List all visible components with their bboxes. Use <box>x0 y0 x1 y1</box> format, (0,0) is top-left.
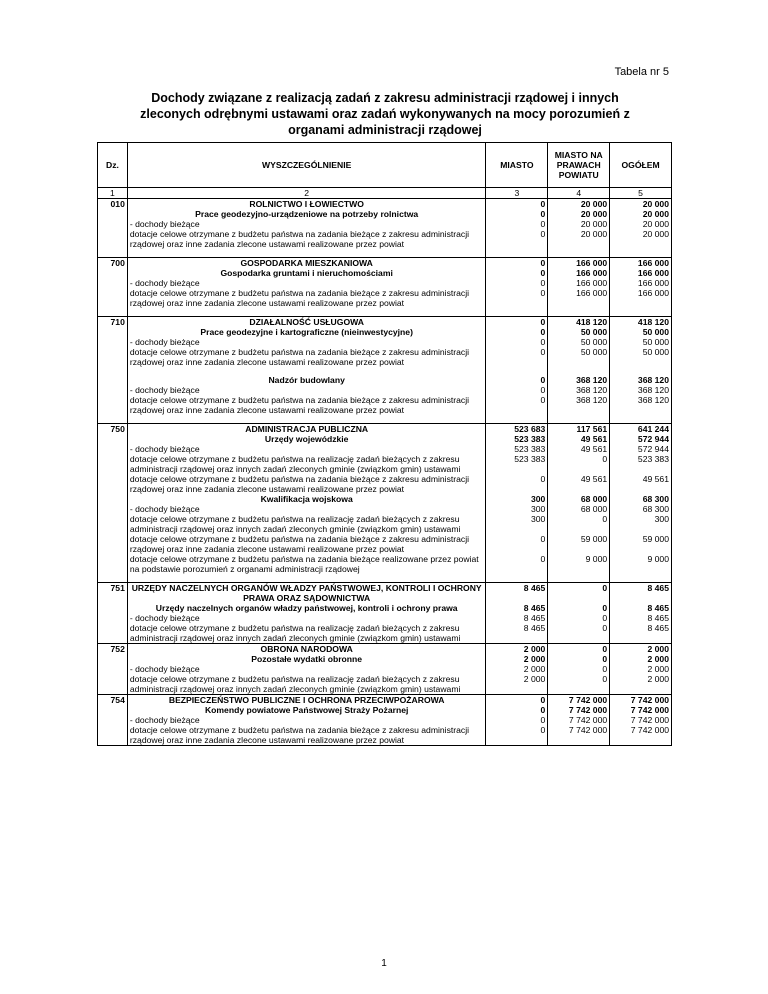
table-row <box>98 654 672 664</box>
table-row <box>98 424 672 435</box>
dz-code <box>98 444 128 454</box>
table-body <box>98 199 672 746</box>
spacer-row <box>98 249 672 258</box>
item-name: dotacje celowe otrzymane z budżetu państwa na zadania bieżące z zakresu administracji rządowej oraz inne zadania zlecone ustawami realizowane przez powiat <box>127 725 486 746</box>
value-miasto: 0 <box>486 385 548 395</box>
table-row <box>98 613 672 623</box>
value-miasto: 0 <box>486 705 548 715</box>
spacer-cell <box>127 574 486 583</box>
value-powiat: 368 120 <box>548 375 610 385</box>
value-powiat: 0 <box>548 664 610 674</box>
dz-code <box>98 268 128 278</box>
spacer-cell <box>610 249 672 258</box>
dz-code <box>98 474 128 494</box>
table-row <box>98 219 672 229</box>
value-ogolem: 8 465 <box>610 603 672 613</box>
dz-code <box>98 288 128 308</box>
value-ogolem: 572 944 <box>610 434 672 444</box>
value-ogolem: 50 000 <box>610 337 672 347</box>
dz-code <box>98 603 128 613</box>
value-ogolem: 418 120 <box>610 317 672 328</box>
dz-code <box>98 385 128 395</box>
value-miasto: 0 <box>486 725 548 746</box>
value-miasto: 8 465 <box>486 583 548 604</box>
value-miasto: 523 383 <box>486 434 548 444</box>
value-powiat: 20 000 <box>548 219 610 229</box>
value-miasto: 8 465 <box>486 623 548 644</box>
dz-code <box>98 454 128 474</box>
spacer-cell <box>610 367 672 375</box>
value-miasto: 0 <box>486 327 548 337</box>
value-ogolem: 166 000 <box>610 258 672 269</box>
value-miasto: 523 383 <box>486 444 548 454</box>
value-miasto: 0 <box>486 554 548 574</box>
dz-code <box>98 725 128 746</box>
table-row <box>98 695 672 706</box>
dz-code: 010 <box>98 199 128 210</box>
spacer-cell <box>610 308 672 317</box>
value-miasto: 0 <box>486 375 548 385</box>
value-powiat: 166 000 <box>548 288 610 308</box>
item-name: - dochody bieżące <box>127 664 486 674</box>
table-row <box>98 474 672 494</box>
table-row <box>98 327 672 337</box>
value-ogolem: 2 000 <box>610 674 672 695</box>
table-row <box>98 664 672 674</box>
value-miasto: 0 <box>486 317 548 328</box>
section-name: GOSPODARKA MIESZKANIOWA <box>127 258 486 269</box>
item-name: dotacje celowe otrzymane z budżetu państwa na zadania bieżące z zakresu administracji rządowej oraz inne zadania zlecone ustawami realizowane przez powiat <box>127 288 486 308</box>
table-row <box>98 504 672 514</box>
section-name: ADMINISTRACJA PUBLICZNA <box>127 424 486 435</box>
item-name: dotacje celowe otrzymane z budżetu państwa na zadania bieżące realizowane przez powiat na podstawie porozumień z organami administracji rządowej <box>127 554 486 574</box>
dz-code <box>98 347 128 367</box>
dz-code <box>98 705 128 715</box>
value-powiat: 59 000 <box>548 534 610 554</box>
value-miasto: 0 <box>486 199 548 210</box>
value-powiat: 50 000 <box>548 327 610 337</box>
value-ogolem: 166 000 <box>610 288 672 308</box>
subsection-name: Prace geodezyjne i kartograficzne (nieinwestycyjne) <box>127 327 486 337</box>
value-miasto: 8 465 <box>486 613 548 623</box>
table-row <box>98 583 672 604</box>
value-ogolem: 2 000 <box>610 644 672 655</box>
value-ogolem: 49 561 <box>610 474 672 494</box>
item-name: dotacje celowe otrzymane z budżetu państwa na zadania bieżące z zakresu administracji rządowej oraz inne zadania zlecone ustawami realizowane przez powiat <box>127 474 486 494</box>
value-ogolem: 368 120 <box>610 395 672 415</box>
value-powiat: 0 <box>548 674 610 695</box>
header-ogolem: OGÓŁEM <box>610 143 672 188</box>
value-powiat: 0 <box>548 454 610 474</box>
dz-code <box>98 534 128 554</box>
value-miasto: 0 <box>486 695 548 706</box>
value-miasto: 300 <box>486 514 548 534</box>
spacer-row <box>98 308 672 317</box>
table-row <box>98 444 672 454</box>
col-number: 4 <box>548 188 610 199</box>
section-name: ROLNICTWO I ŁOWIECTWO <box>127 199 486 210</box>
value-miasto: 0 <box>486 268 548 278</box>
table-row <box>98 288 672 308</box>
dz-code <box>98 664 128 674</box>
dz-code: 710 <box>98 317 128 328</box>
revenue-table <box>97 142 672 746</box>
dz-code: 752 <box>98 644 128 655</box>
value-ogolem: 8 465 <box>610 583 672 604</box>
value-ogolem: 20 000 <box>610 199 672 210</box>
subsection-name: Urzędy wojewódzkie <box>127 434 486 444</box>
dz-code <box>98 434 128 444</box>
spacer-cell <box>98 308 128 317</box>
value-powiat: 49 561 <box>548 434 610 444</box>
value-miasto: 2 000 <box>486 664 548 674</box>
value-powiat: 368 120 <box>548 395 610 415</box>
value-powiat: 166 000 <box>548 278 610 288</box>
spacer-cell <box>610 415 672 424</box>
value-ogolem: 166 000 <box>610 278 672 288</box>
subsection-name: Gospodarka gruntami i nieruchomościami <box>127 268 486 278</box>
item-name: dotacje celowe otrzymane z budżetu państwa na realizację zadań bieżących z zakresu administracji rządowej oraz innych zadań zleconych gminie (związkom gmin) ustawami <box>127 514 486 534</box>
dz-code <box>98 514 128 534</box>
dz-code <box>98 613 128 623</box>
value-ogolem: 20 000 <box>610 219 672 229</box>
col-number: 1 <box>98 188 128 199</box>
item-name: dotacje celowe otrzymane z budżetu państwa na zadania bieżące z zakresu administracji rządowej oraz inne zadania zlecone ustawami realizowane przez powiat <box>127 395 486 415</box>
value-powiat: 7 742 000 <box>548 715 610 725</box>
spacer-cell <box>548 367 610 375</box>
value-ogolem: 59 000 <box>610 534 672 554</box>
value-miasto: 0 <box>486 258 548 269</box>
table-row <box>98 209 672 219</box>
value-powiat: 49 561 <box>548 474 610 494</box>
value-ogolem: 20 000 <box>610 229 672 249</box>
spacer-cell <box>98 574 128 583</box>
dz-code <box>98 327 128 337</box>
subsection-name: Komendy powiatowe Państwowej Straży Pożarnej <box>127 705 486 715</box>
value-powiat: 166 000 <box>548 268 610 278</box>
spacer-cell <box>486 367 548 375</box>
section-name: DZIAŁALNOŚĆ USŁUGOWA <box>127 317 486 328</box>
value-ogolem: 7 742 000 <box>610 705 672 715</box>
value-powiat: 0 <box>548 644 610 655</box>
value-ogolem: 166 000 <box>610 268 672 278</box>
value-ogolem: 2 000 <box>610 664 672 674</box>
value-ogolem: 50 000 <box>610 327 672 337</box>
spacer-cell <box>548 415 610 424</box>
value-powiat: 0 <box>548 623 610 644</box>
table-row <box>98 725 672 746</box>
dz-code <box>98 337 128 347</box>
value-powiat: 0 <box>548 583 610 604</box>
section-name: URZĘDY NACZELNYCH ORGANÓW WŁADZY PAŃSTWOWEJ, KONTROLI I OCHRONY PRAWA ORAZ SĄDOWNICTWA <box>127 583 486 604</box>
value-powiat: 20 000 <box>548 209 610 219</box>
value-ogolem: 9 000 <box>610 554 672 574</box>
dz-code <box>98 654 128 664</box>
table-row <box>98 199 672 210</box>
dz-code <box>98 209 128 219</box>
table-row <box>98 454 672 474</box>
header-miasto: MIASTO <box>486 143 548 188</box>
item-name: - dochody bieżące <box>127 219 486 229</box>
spacer-cell <box>127 415 486 424</box>
col-number: 5 <box>610 188 672 199</box>
table-row <box>98 705 672 715</box>
spacer-cell <box>486 574 548 583</box>
value-miasto: 2 000 <box>486 654 548 664</box>
value-ogolem: 368 120 <box>610 375 672 385</box>
value-ogolem: 7 742 000 <box>610 715 672 725</box>
value-powiat: 50 000 <box>548 337 610 347</box>
value-powiat: 9 000 <box>548 554 610 574</box>
table-row <box>98 278 672 288</box>
table-row <box>98 337 672 347</box>
value-miasto: 0 <box>486 715 548 725</box>
value-powiat: 7 742 000 <box>548 705 610 715</box>
value-powiat: 0 <box>548 603 610 613</box>
header-dz: Dz. <box>98 143 128 188</box>
table-row <box>98 534 672 554</box>
table-row <box>98 317 672 328</box>
col-number: 2 <box>127 188 486 199</box>
value-ogolem: 50 000 <box>610 347 672 367</box>
spacer-row <box>98 415 672 424</box>
spacer-row <box>98 574 672 583</box>
item-name: dotacje celowe otrzymane z budżetu państwa na realizację zadań bieżących z zakresu administracji rządowej oraz innych zadań zleconych gminie (związkom gmin) ustawami <box>127 674 486 695</box>
value-miasto: 0 <box>486 278 548 288</box>
spacer-cell <box>610 574 672 583</box>
value-powiat: 166 000 <box>548 258 610 269</box>
item-name: - dochody bieżące <box>127 444 486 454</box>
spacer-cell <box>127 308 486 317</box>
item-name: dotacje celowe otrzymane z budżetu państwa na zadania bieżące z zakresu administracji rządowej oraz inne zadania zlecone ustawami realizowane przez powiat <box>127 534 486 554</box>
value-miasto: 0 <box>486 347 548 367</box>
item-name: - dochody bieżące <box>127 337 486 347</box>
header-row <box>98 143 672 188</box>
value-powiat: 7 742 000 <box>548 725 610 746</box>
table-row <box>98 554 672 574</box>
value-ogolem: 368 120 <box>610 385 672 395</box>
item-name: - dochody bieżące <box>127 385 486 395</box>
value-powiat: 20 000 <box>548 229 610 249</box>
dz-code <box>98 278 128 288</box>
table-row <box>98 623 672 644</box>
value-powiat: 49 561 <box>548 444 610 454</box>
header-powiat: MIASTO NA PRAWACH POWIATU <box>548 143 610 188</box>
document-title: Dochody związane z realizacją zadań z zakresu administracji rządowej i innych zleconych odrębnymi ustawami oraz zadań wykonywanych na mocy porozumień z organami administracji rządowej <box>140 91 630 137</box>
value-miasto: 300 <box>486 504 548 514</box>
spacer-cell <box>486 415 548 424</box>
value-powiat: 368 120 <box>548 385 610 395</box>
dz-code <box>98 715 128 725</box>
value-ogolem: 20 000 <box>610 209 672 219</box>
table-row <box>98 375 672 385</box>
value-miasto: 0 <box>486 337 548 347</box>
dz-code <box>98 494 128 504</box>
value-miasto: 0 <box>486 209 548 219</box>
value-powiat: 418 120 <box>548 317 610 328</box>
item-name: dotacje celowe otrzymane z budżetu państwa na realizację zadań bieżących z zakresu administracji rządowej oraz innych zadań zleconych gminie (związkom gmin) ustawami <box>127 623 486 644</box>
dz-code: 750 <box>98 424 128 435</box>
spacer-cell <box>98 367 128 375</box>
value-powiat: 0 <box>548 654 610 664</box>
dz-code <box>98 219 128 229</box>
section-name: OBRONA NARODOWA <box>127 644 486 655</box>
item-name: - dochody bieżące <box>127 504 486 514</box>
table-row <box>98 347 672 367</box>
spacer-cell <box>127 367 486 375</box>
value-miasto: 0 <box>486 534 548 554</box>
dz-code <box>98 623 128 644</box>
spacer-cell <box>548 308 610 317</box>
table-row <box>98 494 672 504</box>
value-miasto: 0 <box>486 229 548 249</box>
item-name: - dochody bieżące <box>127 715 486 725</box>
value-ogolem: 7 742 000 <box>610 695 672 706</box>
spacer-cell <box>486 308 548 317</box>
value-miasto: 2 000 <box>486 644 548 655</box>
table-row <box>98 514 672 534</box>
value-powiat: 0 <box>548 514 610 534</box>
table-number-label: Tabela nr 5 <box>614 66 669 78</box>
value-powiat: 50 000 <box>548 347 610 367</box>
value-miasto: 0 <box>486 219 548 229</box>
table-row <box>98 434 672 444</box>
value-miasto: 8 465 <box>486 603 548 613</box>
item-name: - dochody bieżące <box>127 278 486 288</box>
subsection-name: Prace geodezyjno-urządzeniowe na potrzeby rolnictwa <box>127 209 486 219</box>
table-row <box>98 395 672 415</box>
dz-code: 700 <box>98 258 128 269</box>
value-powiat: 20 000 <box>548 199 610 210</box>
dz-code: 754 <box>98 695 128 706</box>
value-powiat: 68 000 <box>548 504 610 514</box>
item-name: dotacje celowe otrzymane z budżetu państwa na zadania bieżące z zakresu administracji rządowej oraz inne zadania zlecone ustawami realizowane przez powiat <box>127 347 486 367</box>
table-row <box>98 268 672 278</box>
value-miasto: 523 683 <box>486 424 548 435</box>
value-ogolem: 68 300 <box>610 504 672 514</box>
value-miasto: 523 383 <box>486 454 548 474</box>
table-row <box>98 715 672 725</box>
col-number: 3 <box>486 188 548 199</box>
spacer-cell <box>486 249 548 258</box>
dz-code <box>98 395 128 415</box>
spacer-cell <box>127 249 486 258</box>
item-name: dotacje celowe otrzymane z budżetu państwa na zadania bieżące z zakresu administracji rządowej oraz inne zadania zlecone ustawami realizowane przez powiat <box>127 229 486 249</box>
value-miasto: 0 <box>486 474 548 494</box>
value-ogolem: 8 465 <box>610 613 672 623</box>
value-powiat: 117 561 <box>548 424 610 435</box>
dz-code <box>98 674 128 695</box>
value-ogolem: 641 244 <box>610 424 672 435</box>
table-row <box>98 674 672 695</box>
table-row <box>98 603 672 613</box>
value-ogolem: 300 <box>610 514 672 534</box>
spacer-cell <box>548 574 610 583</box>
value-powiat: 0 <box>548 613 610 623</box>
dz-code: 751 <box>98 583 128 604</box>
subsection-name: Pozostałe wydatki obronne <box>127 654 486 664</box>
value-ogolem: 572 944 <box>610 444 672 454</box>
spacer-row <box>98 367 672 375</box>
item-name: - dochody bieżące <box>127 613 486 623</box>
value-powiat: 68 000 <box>548 494 610 504</box>
header-name: WYSZCZEGÓLNIENIE <box>127 143 486 188</box>
value-miasto: 2 000 <box>486 674 548 695</box>
value-ogolem: 523 383 <box>610 454 672 474</box>
item-name: dotacje celowe otrzymane z budżetu państwa na realizację zadań bieżących z zakresu administracji rządowej oraz innych zadań zleconych gminie (związkom gmin) ustawami <box>127 454 486 474</box>
value-powiat: 7 742 000 <box>548 695 610 706</box>
table-row <box>98 644 672 655</box>
dz-code <box>98 554 128 574</box>
subsection-name: Urzędy naczelnych organów władzy państwowej, kontroli i ochrony prawa <box>127 603 486 613</box>
value-miasto: 0 <box>486 395 548 415</box>
table-row <box>98 258 672 269</box>
spacer-cell <box>98 415 128 424</box>
table-row <box>98 385 672 395</box>
dz-code <box>98 375 128 385</box>
value-miasto: 300 <box>486 494 548 504</box>
dz-code <box>98 229 128 249</box>
column-number-row <box>98 188 672 199</box>
subsection-name: Nadzór budowlany <box>127 375 486 385</box>
value-ogolem: 7 742 000 <box>610 725 672 746</box>
subsection-name: Kwalifikacja wojskowa <box>127 494 486 504</box>
spacer-cell <box>548 249 610 258</box>
spacer-cell <box>98 249 128 258</box>
value-ogolem: 2 000 <box>610 654 672 664</box>
section-name: BEZPIECZEŃSTWO PUBLICZNE I OCHRONA PRZECIWPOŻAROWA <box>127 695 486 706</box>
page-number: 1 <box>381 958 387 969</box>
dz-code <box>98 504 128 514</box>
table-row <box>98 229 672 249</box>
value-miasto: 0 <box>486 288 548 308</box>
value-ogolem: 8 465 <box>610 623 672 644</box>
value-ogolem: 68 300 <box>610 494 672 504</box>
